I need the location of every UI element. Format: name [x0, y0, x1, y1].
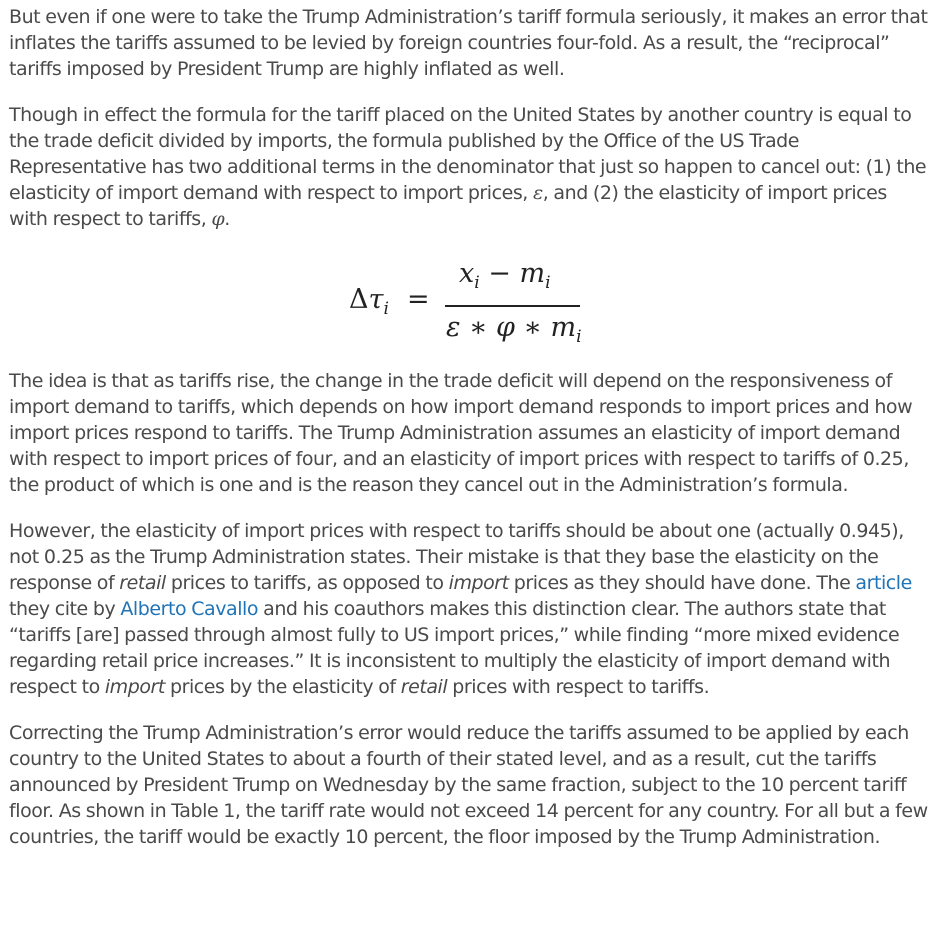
formula-fraction-bar	[445, 305, 580, 307]
formula-lhs: $\Delta\tau_i$	[349, 284, 389, 319]
paragraph-formula-explanation	[9, 102, 929, 232]
paragraph-mistake: However, the elasticity of import prices with respect to tariffs should be about one (actually 0.945), not 0.25 as the Trump Administration states. Their mistake is that they base the elasticity on the response of retail prices to tariffs, as opposed to import prices as they should have done. The article they cite by Alberto Cavallo and his coauthors makes this distinction clear. The authors state that “tariffs [are] passed through almost fully to US import prices,” while finding “more mixed evidence regarding retail price increases.” It is inconsistent to multiply the elasticity of import demand with respect to import prices by the elasticity of retail prices with respect to tariffs.	[9, 520, 912, 698]
paragraph-correction: Correcting the Trump Administration’s error would reduce the tariffs assumed to be applied by each country to the United States to about a fourth of their stated level, and as a result, cut the tariffs announced by President Trump on Wednesday by the same fraction, subject to the 10 percent tariff floor. As shown in Table 1, the tariff rate would not exceed 14 percent for any country. For all but a few countries, the tariff would be exactly 10 percent, the floor imposed by the Trump Administration.	[9, 722, 928, 848]
emphasis-import: import	[448, 572, 509, 594]
phi-symbol: φ	[211, 208, 225, 230]
para2-text-a: Though in effect the formula for the tariff placed on the United States by another country is equal to the trade deficit divided by imports, the formula published by the Office of the US Trade Representative has two additional terms in the denominator that just so happen to cancel out: (1) the elasticity of import demand with respect to import prices,	[9, 104, 927, 204]
formula-denominator: ε ∗ φ ∗ $m_i$	[446, 312, 582, 347]
author-link-alberto-cavallo[interactable]: Alberto Cavallo	[120, 598, 259, 620]
tariff-formula	[9, 232, 929, 368]
emphasis-import-2: import	[104, 676, 165, 698]
paragraph-intro: But even if one were to take the Trump Administration’s tariff formula seriously, it makes an error that inflates the tariffs assumed to be levied by foreign countries four-fold. As a result, the “reciprocal” tariffs imposed by President Trump are highly inflated as well.	[9, 6, 928, 80]
emphasis-retail: retail	[119, 572, 166, 594]
para2-text-b: , and (2) the elasticity of import prices with respect to tariffs,	[9, 182, 887, 230]
para2-text-c: .	[224, 208, 230, 230]
epsilon-symbol: ε	[533, 182, 543, 204]
formula-numerator: $x_i - m_i$	[459, 258, 551, 293]
emphasis-retail-2: retail	[400, 676, 448, 698]
article-link[interactable]: article	[855, 572, 912, 594]
formula-equals: =	[407, 284, 430, 315]
paragraph-elasticity-idea: The idea is that as tariffs rise, the change in the trade deficit will depend on the responsiveness of import demand to tariffs, which depends on how import demand responds to import prices and how import prices respond to tariffs. The Trump Administration assumes an elasticity of import demand with respect to import prices of four, and an elasticity of import prices with respect to tariffs of 0.25, the product of which is one and is the reason they cancel out in the Administration’s formula.	[9, 370, 913, 496]
